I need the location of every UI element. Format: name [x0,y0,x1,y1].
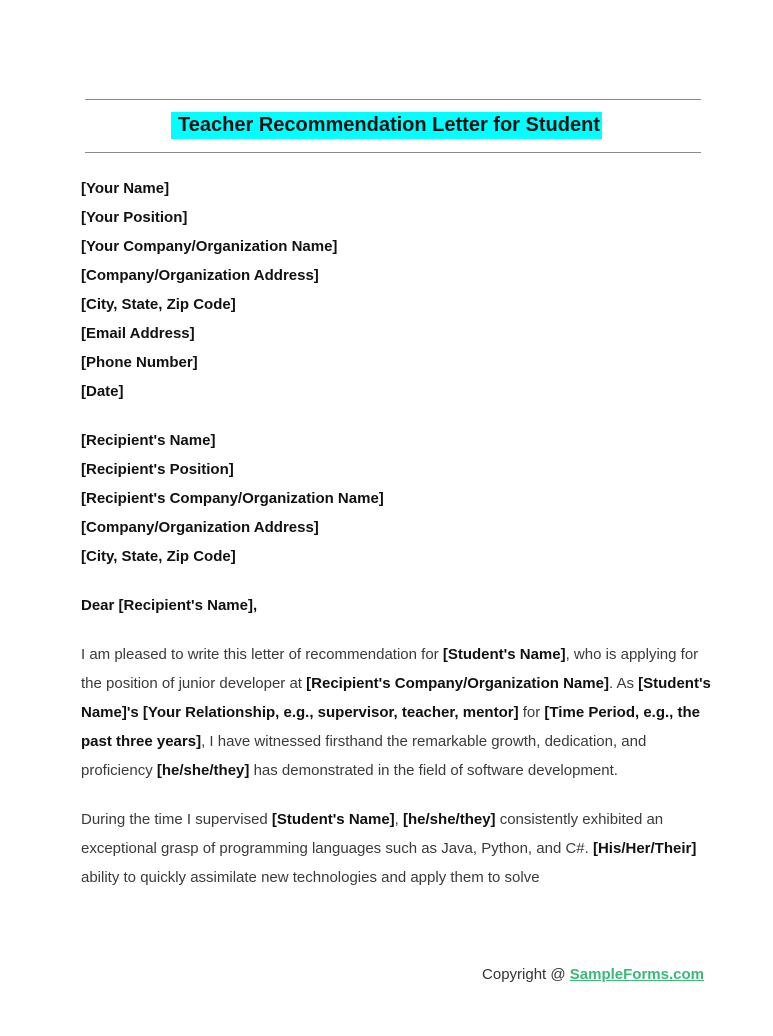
body-text: , [394,811,404,828]
body-text: for [518,704,545,721]
paragraph-2 [81,805,711,892]
letter-date: [Date] [81,383,124,400]
placeholder-field: [Student's Name]'s [Your Relationship, e.g., supervisor, teacher, mentor] [81,675,711,721]
body-text: , who is applying for the position of junior developer at [81,646,699,692]
sender-city: [City, State, Zip Code] [81,296,236,313]
placeholder-field: [he/she/they] [156,762,250,779]
body-text: consistently exhibited an exceptional grasp of programming languages such as Java, Python, and C#. [81,811,664,857]
body-text: has demonstrated in the field of software development. [249,762,618,779]
body-text: , I have witnessed firsthand the remarkable growth, dedication, and proficiency [81,733,647,779]
brand-link[interactable]: SampleForms.com [569,966,704,983]
placeholder-field: [Recipient's Company/Organization Name] [306,675,609,692]
title-wrap [0,112,773,139]
placeholder-field: [Student's Name] [442,646,566,663]
recipient-name: [Recipient's Name] [81,432,216,449]
sender-organization: [Your Company/Organization Name] [81,238,338,255]
body-text: . As [608,675,639,692]
letter-body [81,174,711,892]
placeholder-field: [he/she/they] [403,811,496,828]
body-text: I am pleased to write this letter of recommendation for [81,646,443,663]
paragraph-1 [81,640,711,785]
page-title: Teacher Recommendation Letter for Student [171,112,602,139]
copyright-footer [482,966,704,983]
placeholder-field: [His/Her/Their] [592,840,697,857]
recipient-address: [Company/Organization Address] [81,519,319,536]
sender-address: [Company/Organization Address] [81,267,319,284]
recipient-organization: [Recipient's Company/Organization Name] [81,490,384,507]
sender-position: [Your Position] [81,209,188,226]
placeholder-field: [Time Period, e.g., the past three years] [81,704,701,750]
recipient-position: [Recipient's Position] [81,461,234,478]
bottom-divider [85,152,701,153]
recipient-city: [City, State, Zip Code] [81,548,236,565]
sender-name: [Your Name] [81,180,170,197]
sender-email: [Email Address] [81,325,195,342]
sender-phone: [Phone Number] [81,354,198,371]
salutation: Dear [Recipient's Name], [81,597,258,614]
recipient-block [81,426,711,571]
sender-block [81,174,711,406]
top-divider [85,99,701,100]
placeholder-field: [Student's Name] [271,811,395,828]
body-text: ability to quickly assimilate new technologies and apply them to solve [81,869,540,886]
body-text: During the time I supervised [81,811,272,828]
copyright-text: Copyright @ [482,966,570,983]
